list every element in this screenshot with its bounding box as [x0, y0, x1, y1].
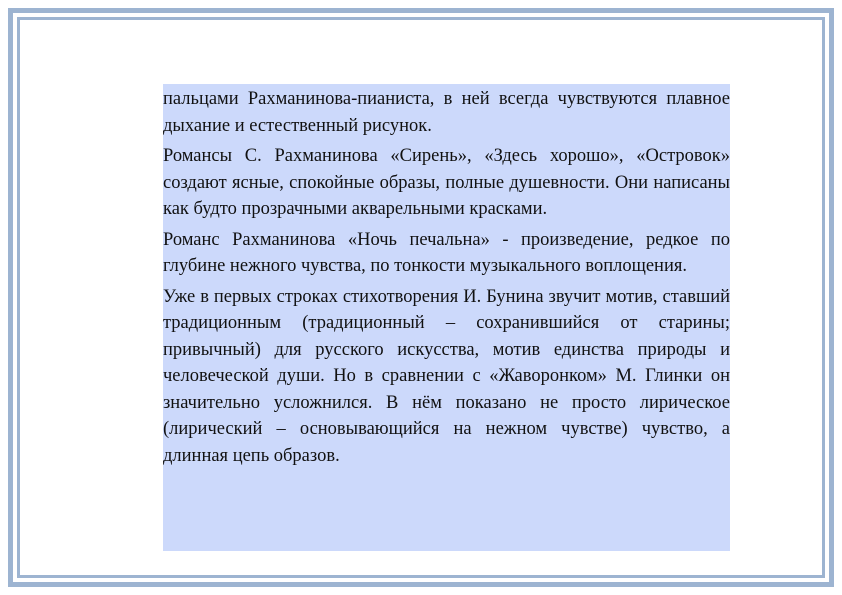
- paragraph-1: пальцами Рахманинова-пианиста, в ней всегда чувствуются плавное дыхание и естественный рисунок.: [163, 89, 730, 136]
- paragraph-3: Романс Рахманинова «Ночь печальна» - произведение, редкое по глубине нежного чувства, по тонкости музыкального воплощения.: [163, 229, 730, 276]
- text-block: [163, 84, 730, 551]
- paragraph-4: Уже в первых строках стихотворения И. Бунина звучит мотив, ставший традиционным (традиционный – сохранившийся от старины; привычный) для русского искусства, мотив единства природы и человеческой души. Но в сравнении с «Жаворонком» М. Глинки он значительно усложнился. В нём показано не просто лирическое (лирический – основывающийся на нежном чувстве) чувство, а длинная цепь образов.: [163, 286, 730, 466]
- paragraph-2: Романсы С. Рахманинова «Сирень», «Здесь хорошо», «Островок» создают ясные, спокойные образы, полные душевности. Они написаны как будто прозрачными акварельными красками.: [163, 146, 730, 219]
